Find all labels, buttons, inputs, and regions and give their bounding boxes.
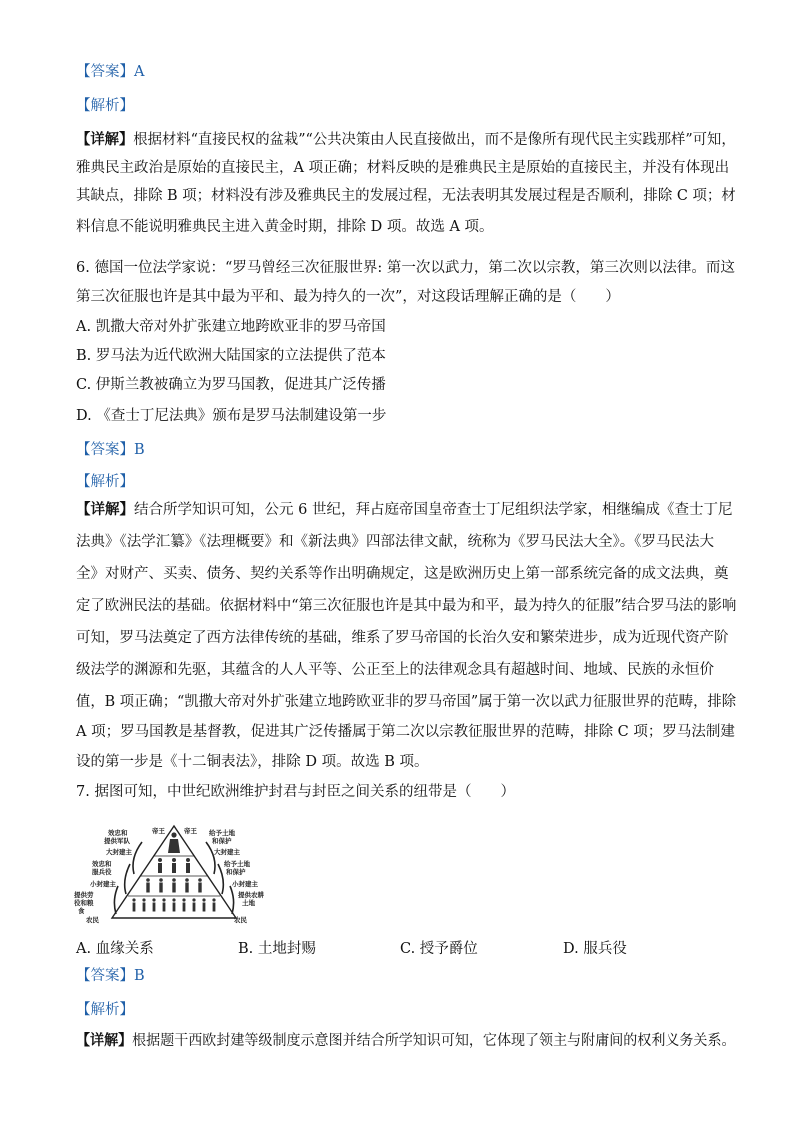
text-line: 雅典民主政治是原始的直接民主，A 项正确；材料反映的是雅典民主是原始的直接民主，并没有体现出 — [76, 160, 730, 176]
detail-paragraph-start — [76, 130, 736, 150]
svg-text:帝王: 帝王 — [152, 827, 165, 835]
feudal-hierarchy-diagram — [72, 822, 277, 924]
text-line: 定了欧洲民法的基础。依据材料中“第三次征服也许是其中最为和平，最为持久的征服”结合罗马法的影响 — [76, 598, 737, 614]
detail-paragraph-start — [76, 1031, 736, 1051]
text-line: 全》对财产、买卖、债务、契约关系等作出明确规定，这是欧洲历史上第一部系统完备的成文法典，奠 — [76, 566, 729, 582]
svg-text:和保护: 和保护 — [212, 837, 232, 845]
text-line: 级法学的渊源和先驱，其蕴含的人人平等、公正至上的法律观念具有超越时间、地域、民族的永恒价 — [76, 662, 714, 678]
svg-text:和保护: 和保护 — [226, 868, 246, 876]
detail-tag: 【详解】 — [76, 501, 134, 518]
answer-tag: 【答案】A — [76, 64, 145, 80]
text-line: D. 《查士丁尼法典》颁布是罗马法制建设第一步 — [76, 408, 387, 424]
text-line: C. 伊斯兰教被确立为罗马国教，促进其广泛传播 — [76, 377, 386, 393]
detail-tag: 【详解】 — [76, 131, 134, 148]
option-c: C. 授予爵位 — [400, 941, 478, 957]
text-line: 7. 据图可知，中世纪欧洲维护封君与封臣之间关系的纽带是（ ） — [76, 784, 515, 800]
svg-text:效忠和: 效忠和 — [108, 829, 128, 837]
svg-text:服兵役: 服兵役 — [92, 868, 112, 876]
option-d: D. 服兵役 — [563, 941, 627, 957]
svg-text:小封建主: 小封建主 — [90, 880, 116, 888]
svg-text:提供农耕: 提供农耕 — [238, 891, 264, 899]
text-line: 料信息不能说明雅典民主进入黄金时期，排除 D 项。故选 A 项。 — [76, 219, 494, 235]
svg-text:农民: 农民 — [234, 916, 247, 924]
svg-text:给予土地: 给予土地 — [209, 829, 235, 837]
text-line: 设的第一步是《十二铜表法》，排除 D 项。故选 B 项。 — [76, 754, 429, 770]
answer-tag: 【解析】 — [76, 98, 134, 114]
text-line: 第三次征服也许是其中最为平和、最为持久的一次”，对这段话理解正确的是（ ） — [76, 289, 620, 305]
text-line: 其缺点，排除 B 项；材料没有涉及雅典民主的发展过程，无法表明其发展过程是否顺利，排除 C 项；材 — [76, 188, 736, 204]
question-7-options — [76, 937, 716, 957]
svg-text:提供军队: 提供军队 — [104, 837, 130, 845]
svg-text:土地: 土地 — [242, 899, 255, 907]
detail-paragraph-start — [76, 500, 732, 520]
text-line: 法典》《法学汇纂》《法理概要》和《新法典》四部法律文献，统称为《罗马民法大全》。《罗马民法大 — [76, 534, 714, 550]
detail-text: 结合所学知识可知，公元 6 世纪，拜占庭帝国皇帝查士丁尼组织法学家，相继编成《查士丁尼 — [134, 502, 733, 518]
svg-text:效忠和: 效忠和 — [92, 860, 112, 868]
detail-text: 根据题干西欧封建等级制度示意图并结合所学知识可知，它体现了领主与附庸间的权利义务关系。 — [132, 1033, 736, 1049]
svg-text:给予土地: 给予土地 — [224, 860, 250, 868]
svg-text:食: 食 — [78, 907, 85, 915]
detail-tag: 【详解】 — [76, 1032, 133, 1049]
answer-tag: 【答案】B — [76, 442, 145, 458]
option-b: B. 土地封赐 — [238, 941, 316, 957]
option-a: A. 血缘关系 — [76, 941, 154, 957]
svg-text:提供劳: 提供劳 — [74, 891, 94, 899]
text-line: A. 凯撒大帝对外扩张建立地跨欧亚非的罗马帝国 — [76, 319, 386, 335]
text-line: B. 罗马法为近代欧洲大陆国家的立法提供了范本 — [76, 348, 386, 364]
svg-text:大封建主: 大封建主 — [214, 848, 240, 856]
text-line: 可知，罗马法奠定了西方法律传统的基础，维系了罗马帝国的长治久安和繁荣进步，成为近现代资产阶 — [76, 630, 729, 646]
answer-tag: 【答案】B — [76, 968, 145, 984]
svg-text:农民: 农民 — [86, 916, 99, 924]
detail-text: 根据材料“直接民权的盆栽”“公共决策由人民直接做出，而不是像所有现代民主实践那样”可知， — [133, 132, 736, 148]
text-line: 值，B 项正确；“凯撒大帝对外扩张建立地跨欧亚非的罗马帝国”属于第一次以武力征服世界的范畴，排除 — [76, 694, 737, 710]
svg-text:役和粮: 役和粮 — [74, 899, 94, 907]
svg-text:大封建主: 大封建主 — [106, 848, 132, 856]
answer-tag: 【解析】 — [76, 1002, 134, 1018]
answer-tag: 【解析】 — [76, 474, 134, 490]
text-line: 6. 德国一位法学家说：“罗马曾经三次征服世界: 第一次以武力，第二次以宗教，第三次则以法律。而这 — [76, 260, 735, 276]
svg-text:帝王: 帝王 — [184, 827, 197, 835]
text-line: A 项；罗马国教是基督教，促进其广泛传播属于第二次以宗教征服世界的范畴，排除 C 项；罗马法制建 — [76, 724, 735, 740]
svg-text:小封建主: 小封建主 — [232, 880, 258, 888]
